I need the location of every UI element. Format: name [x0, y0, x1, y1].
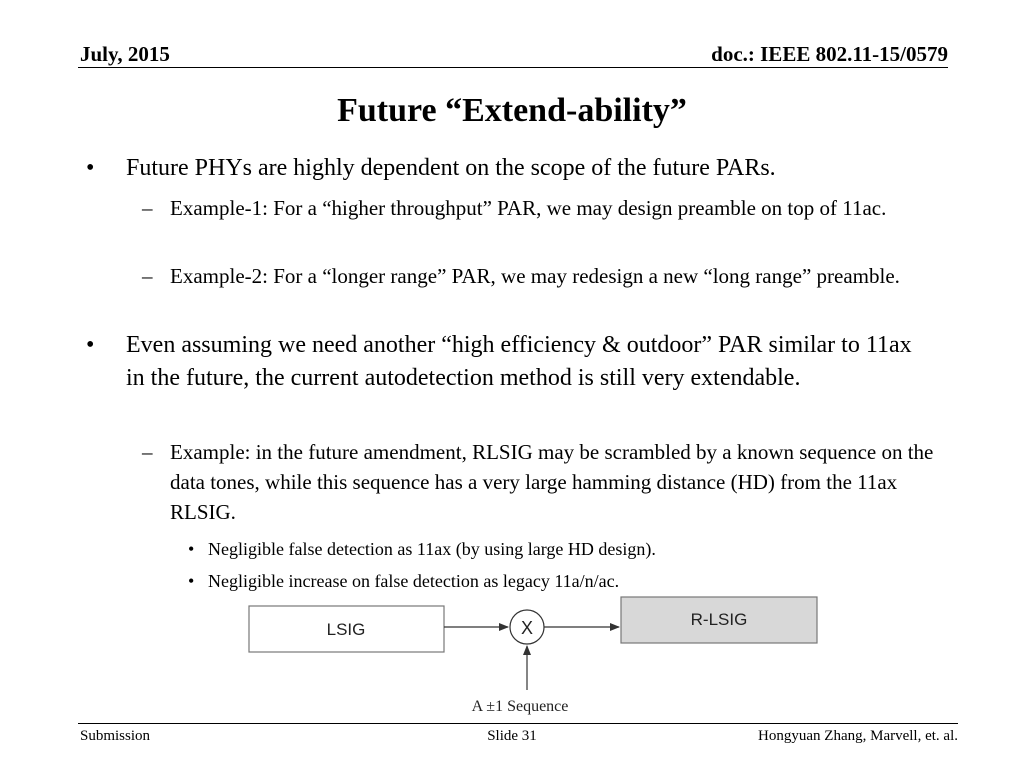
footer-submission: Submission: [80, 728, 151, 744]
bullet-marker: •: [86, 155, 95, 181]
sub-bullet-text: Example-2: For a “longer range” PAR, we may redesign a new “long range” preamble.: [170, 264, 900, 288]
sub-bullet-text: Example-1: For a “higher throughput” PAR, we may design preamble on top of 11ac.: [170, 196, 887, 220]
sequence-label: A ±1 Sequence: [471, 698, 569, 715]
bullet-marker: •: [188, 539, 195, 559]
dash-marker: –: [142, 264, 153, 288]
multiplier-label: X: [520, 618, 534, 638]
bullet-marker: •: [86, 332, 95, 358]
footer-divider: [78, 723, 958, 724]
sub-bullet-text: Example: in the future amendment, RLSIG may be scrambled by a known sequence on the data tones, while this sequence has a very large hamming distance (HD) from the 11ax RLSIG.: [170, 440, 934, 524]
rlsig-label: R-LSIG: [690, 610, 748, 629]
header-doc-id: doc.: IEEE 802.11-15/0579: [711, 42, 948, 66]
header-date: July, 2015: [80, 42, 170, 66]
sub-sub-bullet-text: Negligible increase on false detection as legacy 11a/n/ac.: [208, 571, 620, 591]
dash-marker: –: [142, 196, 153, 220]
bullet-marker: •: [188, 571, 195, 591]
footer-slide-number: Slide 31: [487, 728, 537, 744]
sub-sub-bullet-text: Negligible false detection as 11ax (by using large HD design).: [208, 539, 656, 559]
footer-authors: Hongyuan Zhang, Marvell, et. al.: [758, 728, 958, 744]
dash-marker: –: [142, 440, 153, 464]
lsig-label: LSIG: [326, 620, 366, 639]
bullet-text: Future PHYs are highly dependent on the scope of the future PARs.: [126, 155, 776, 181]
slide-title: Future “Extend-ability”: [337, 92, 687, 129]
bullet-text: Even assuming we need another “high efficiency & outdoor” PAR similar to 11ax in the future, the current autodetection method is still very extendable.: [126, 332, 912, 391]
